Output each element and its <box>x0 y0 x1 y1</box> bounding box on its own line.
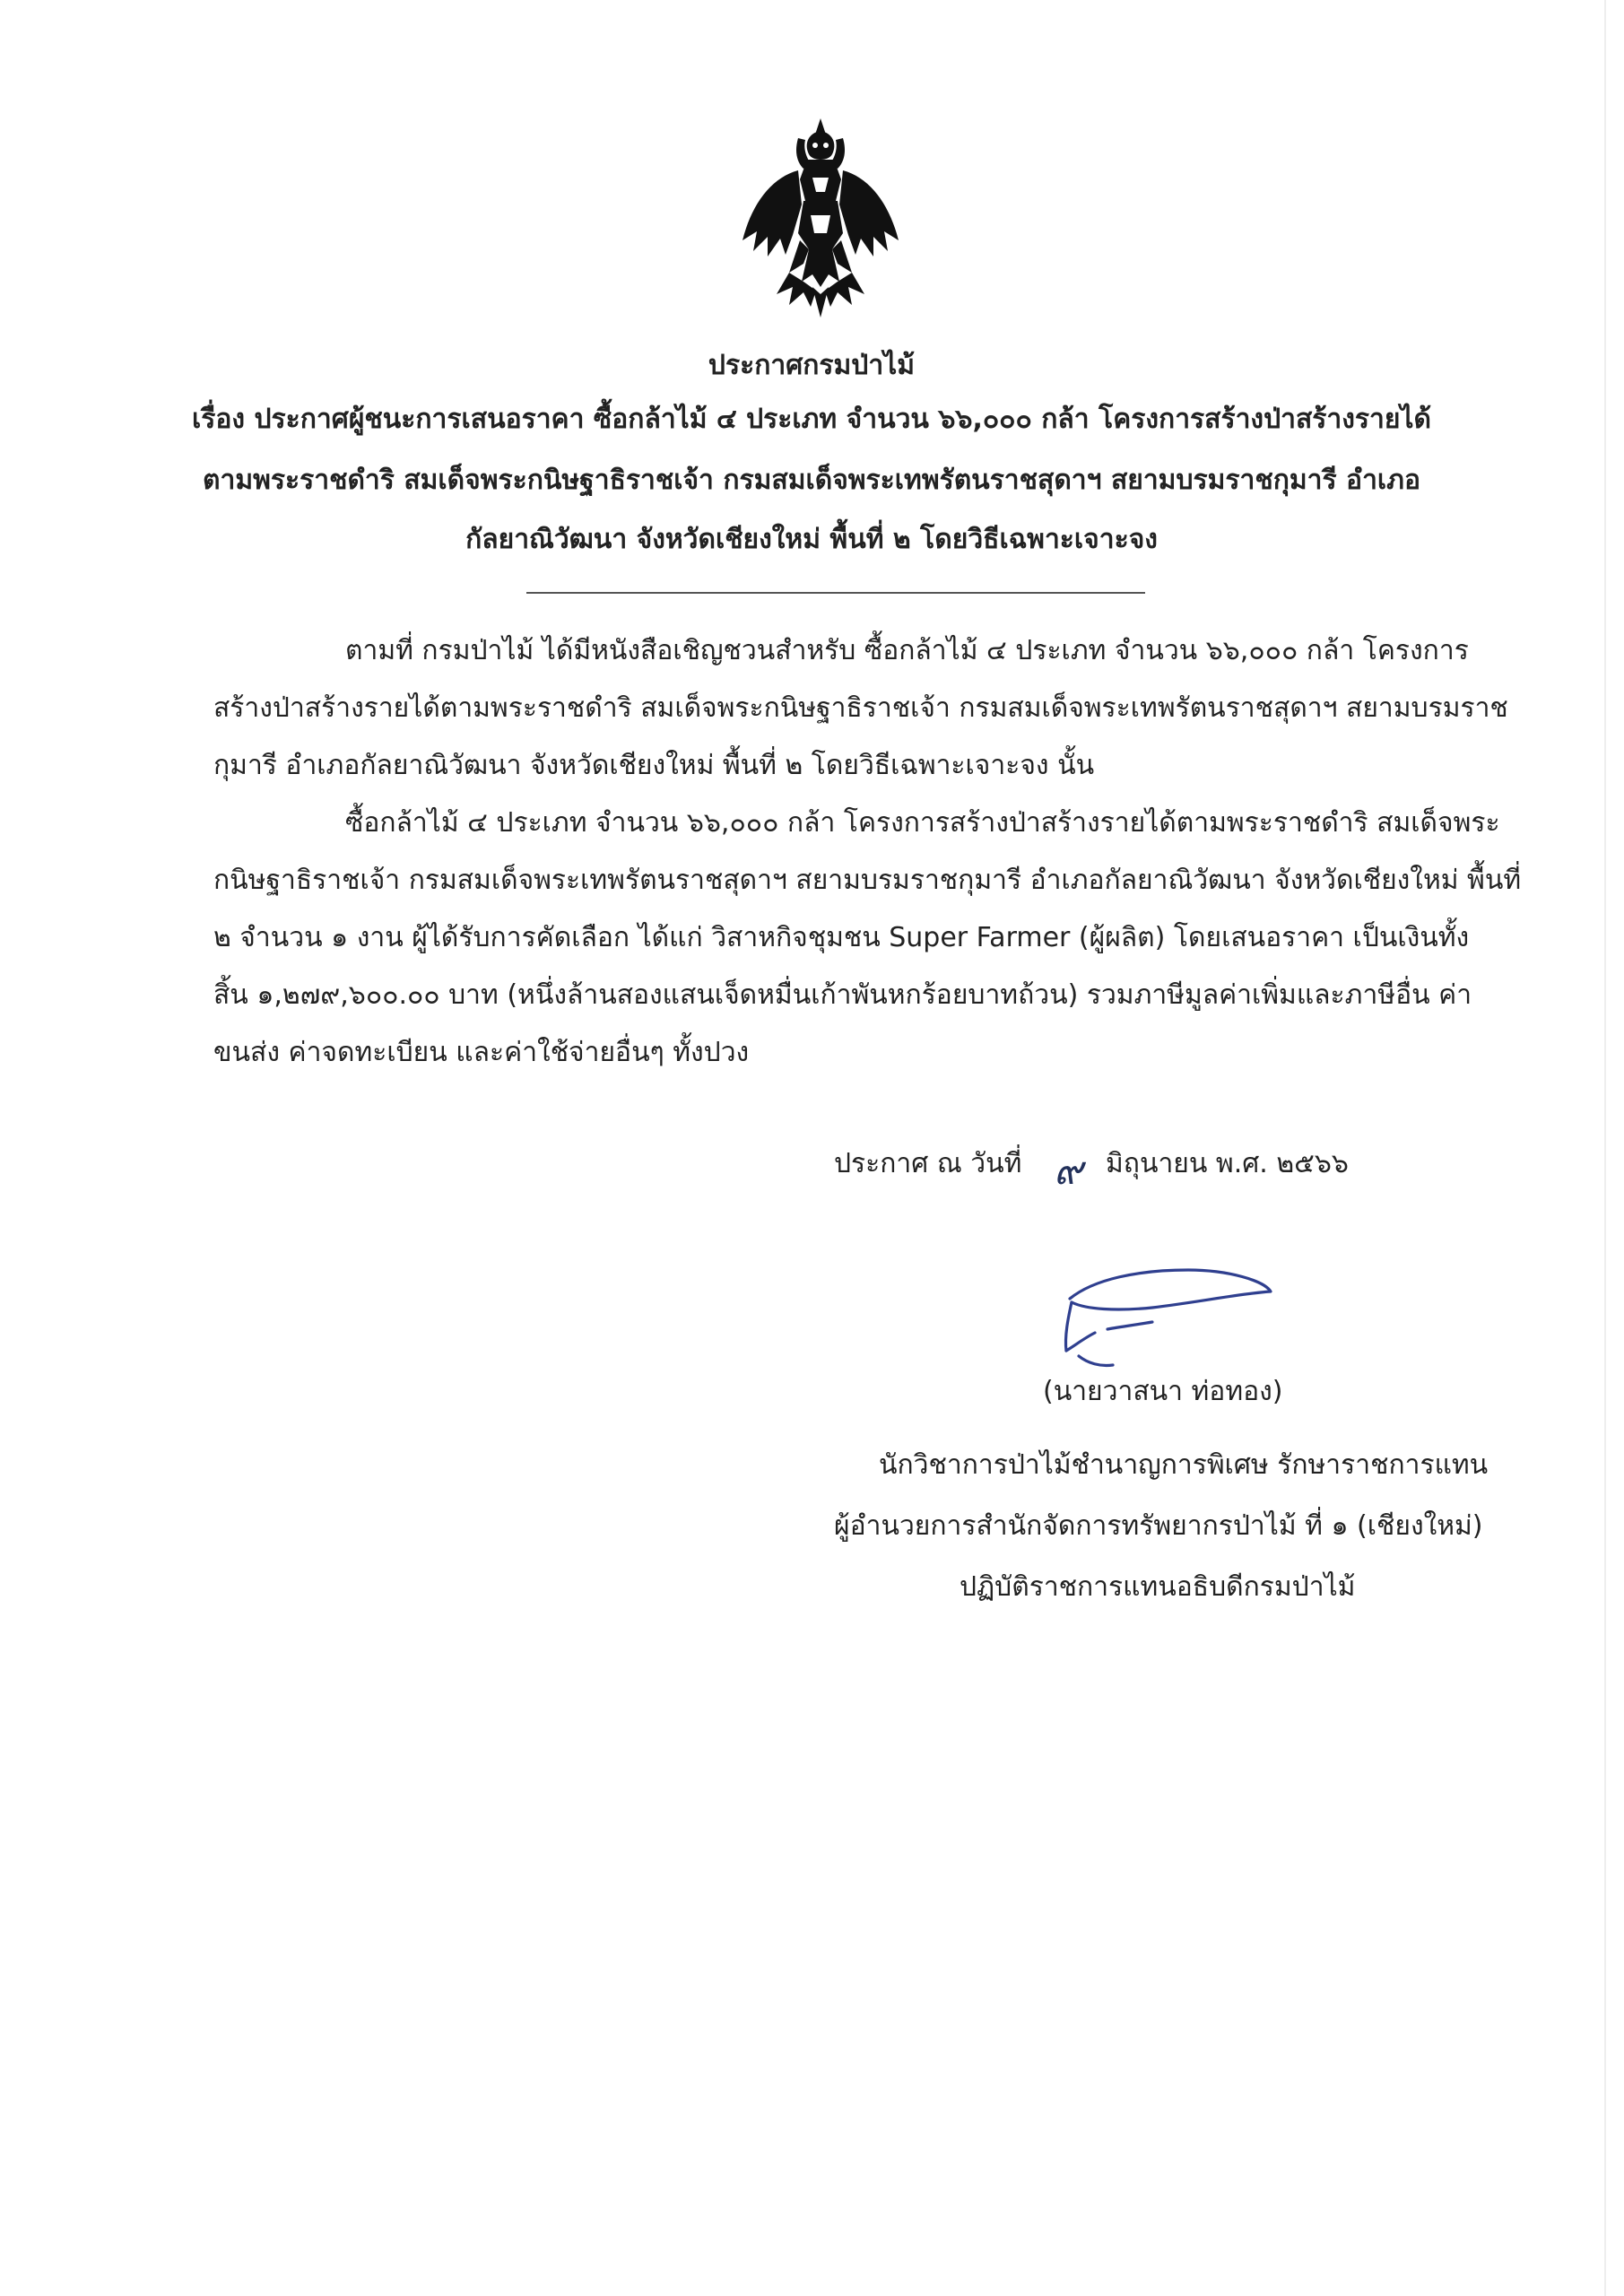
heading-divider <box>526 592 1145 594</box>
body-paragraph-2-line-2: กนิษฐาธิราชเจ้า กรมสมเด็จพระเทพรัตนราชสุดาฯ สยามบรมราชกุมารี อำเภอกัลยาณิวัฒนา จังหวัดเชียงใหม่ พื้นที่ <box>213 865 1522 896</box>
body-paragraph-2-line-5: ขนส่ง ค่าจดทะเบียน และค่าใช้จ่ายอื่นๆ ทั้งปวง <box>213 1037 750 1068</box>
body-paragraph-2-line-4: สิ้น ๑,๒๗๙,๖๐๐.๐๐ บาท (หนึ่งล้านสองแสนเจ็ดหมื่นเก้าพันหกร้อยบาทถ้วน) รวมภาษีมูลค่าเพิ่มและภาษีอื่น ค่า <box>213 979 1472 1011</box>
body-paragraph-1-line-2: สร้างป่าสร้างรายได้ตามพระราชดำริ สมเด็จพระกนิษฐาธิราชเจ้า กรมสมเด็จพระเทพรัตนราชสุดาฯ สยามบรมราช <box>213 692 1508 724</box>
signer-position-1: นักวิชาการป่าไม้ชำนาญการพิเศษ รักษาราชการแทน <box>879 1449 1489 1481</box>
garuda-emblem-icon <box>735 115 906 321</box>
signer-name: (นายวาสนา ท่อทอง) <box>1043 1376 1283 1407</box>
announcement-date-day: ๙ <box>1054 1148 1083 1194</box>
body-paragraph-1-line-3: กุมารี อำเภอกัลยาณิวัฒนา จังหวัดเชียงใหม่ พื้นที่ ๒ โดยวิธีเฉพาะเจาะจง นั้น <box>213 750 1095 781</box>
subject-line-3: กัลยาณิวัฒนา จังหวัดเชียงใหม่ พื้นที่ ๒ โดยวิธีเฉพาะเจาะจง <box>465 524 1158 555</box>
body-paragraph-1-line-1: ตามที่ กรมป่าไม้ ได้มีหนังสือเชิญชวนสำหรับ ซื้อกล้าไม้ ๔ ประเภท จำนวน ๖๖,๐๐๐ กล้า โครงการ <box>345 635 1469 666</box>
body-paragraph-2-line-3: ๒ จำนวน ๑ งาน ผู้ได้รับการคัดเลือก ได้แก่ วิสาหกิจชุมชน Super Farmer (ผู้ผลิต) โดยเสนอราคา เป็นเงินทั้ง <box>213 922 1470 953</box>
agency-title: ประกาศกรมป่าไม้ <box>708 350 916 381</box>
announcement-date-month-year: มิถุนายน พ.ศ. ๒๕๖๖ <box>1106 1148 1349 1179</box>
subject-line-1: เรื่อง ประกาศผู้ชนะการเสนอราคา ซื้อกล้าไม้ ๔ ประเภท จำนวน ๖๖,๐๐๐ กล้า โครงการสร้างป่าสร้างรายได้ <box>192 404 1431 435</box>
subject-line-2: ตามพระราชดำริ สมเด็จพระกนิษฐาธิราชเจ้า กรมสมเด็จพระเทพรัตนราชสุดาฯ สยามบรมราชกุมารี อำเภอ <box>203 465 1420 496</box>
signer-position-3: ปฏิบัติราชการแทนอธิบดีกรมป่าไม้ <box>960 1571 1356 1603</box>
body-paragraph-2-line-1: ซื้อกล้าไม้ ๔ ประเภท จำนวน ๖๖,๐๐๐ กล้า โครงการสร้างป่าสร้างรายได้ตามพระราชดำริ สมเด็จพระ <box>345 807 1500 839</box>
announcement-date-prefix: ประกาศ ณ วันที่ <box>834 1148 1022 1179</box>
signer-position-2: ผู้อำนวยการสำนักจัดการทรัพยากรป่าไม้ ที่ ๑ (เชียงใหม่) <box>834 1510 1483 1542</box>
handwritten-signature <box>1045 1247 1278 1381</box>
scan-edge-line <box>1604 0 1606 2296</box>
